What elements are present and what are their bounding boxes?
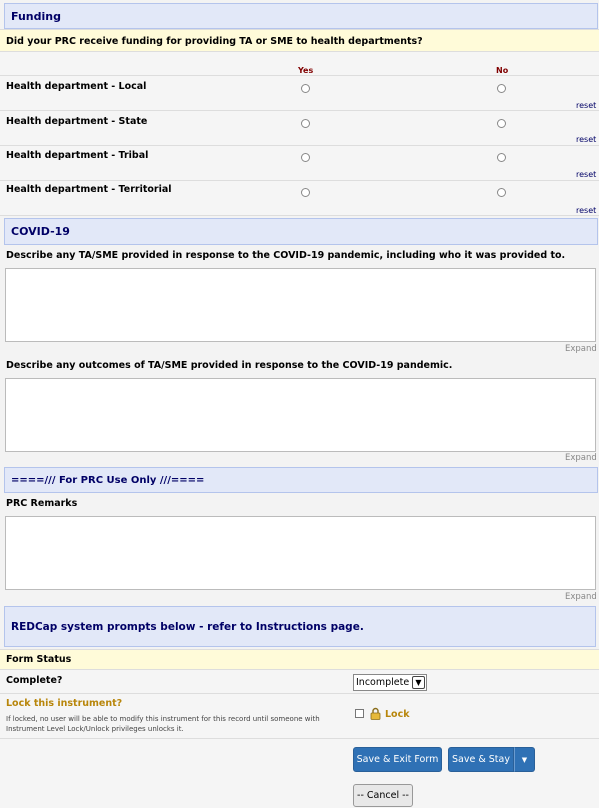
expand-link-prc[interactable]: Expand [565,592,597,602]
radio-local-yes[interactable] [301,84,310,93]
form-status-bar [0,649,599,670]
lock-instrument-label: Lock this instrument? [6,698,123,709]
lock-row [0,694,599,739]
form-status-label: Form Status [6,654,72,665]
column-yes-label: Yes [298,66,314,75]
complete-select-value: Incomplete [356,677,410,688]
reset-link-territorial[interactable]: reset [576,206,597,215]
section-header-redcap-text: REDCap system prompts below - refer to Instructions page. [11,621,364,633]
section-header-prc-text: ====/// For PRC Use Only ///==== [11,475,205,486]
save-stay-button[interactable]: Save & Stay [448,747,514,772]
radio-tribal-yes[interactable] [301,153,310,162]
cancel-button[interactable]: -- Cancel -- [353,784,413,807]
lock-text: Lock [385,709,410,720]
row-label-local: Health department - Local [6,81,147,92]
complete-select[interactable] [353,674,427,691]
row-label-tribal: Health department - Tribal [6,150,149,161]
prc-remarks-label: PRC Remarks [6,498,78,509]
section-header-covid [4,218,598,245]
save-options-dropdown[interactable] [514,747,535,772]
covid-q2-label: Describe any outcomes of TA/SME provided in response to the COVID-19 pandemic. [6,360,453,371]
chevron-down-icon: ▼ [412,676,425,689]
column-no-label: No [496,66,509,75]
lock-icon [370,707,381,720]
radio-state-no[interactable] [497,119,506,128]
radio-tribal-no[interactable] [497,153,506,162]
covid-q1-textarea[interactable] [5,268,596,342]
covid-q2-textarea[interactable] [5,378,596,452]
section-header-funding-text: Funding [11,10,61,23]
reset-link-tribal[interactable]: reset [576,170,597,179]
radio-state-yes[interactable] [301,119,310,128]
lock-checkbox[interactable] [355,709,364,718]
row-label-territorial: Health department - Territorial [6,184,172,195]
reset-link-state[interactable]: reset [576,135,597,144]
expand-link-q1[interactable]: Expand [565,344,597,354]
prc-remarks-textarea[interactable] [5,516,596,590]
covid-q1-label: Describe any TA/SME provided in response to the COVID-19 pandemic, including who it was provided to. [6,250,566,261]
radio-territorial-no[interactable] [497,188,506,197]
section-header-prc [4,467,598,493]
radio-local-no[interactable] [497,84,506,93]
matrix-row-local [0,76,599,111]
funding-question-text: Did your PRC receive funding for providing TA or SME to health departments? [6,36,423,47]
matrix-row-state [0,111,599,146]
section-header-funding [4,3,598,29]
row-label-state: Health department - State [6,116,148,127]
save-exit-button[interactable]: Save & Exit Form [353,747,442,772]
section-header-covid-text: COVID-19 [11,225,70,238]
complete-label: Complete? [6,675,63,686]
complete-row [0,670,599,694]
caret-down-icon: ▼ [521,755,528,764]
section-header-redcap [4,606,596,647]
lock-description: If locked, no user will be able to modify this instrument for this record until someone with Instrument Level Lock/Unlock privileges unlocks it. [6,715,320,733]
expand-link-q2[interactable]: Expand [565,453,597,463]
reset-link-local[interactable]: reset [576,101,597,110]
radio-territorial-yes[interactable] [301,188,310,197]
funding-question-bar [0,29,599,52]
matrix-row-tribal [0,146,599,181]
matrix-row-territorial [0,181,599,216]
